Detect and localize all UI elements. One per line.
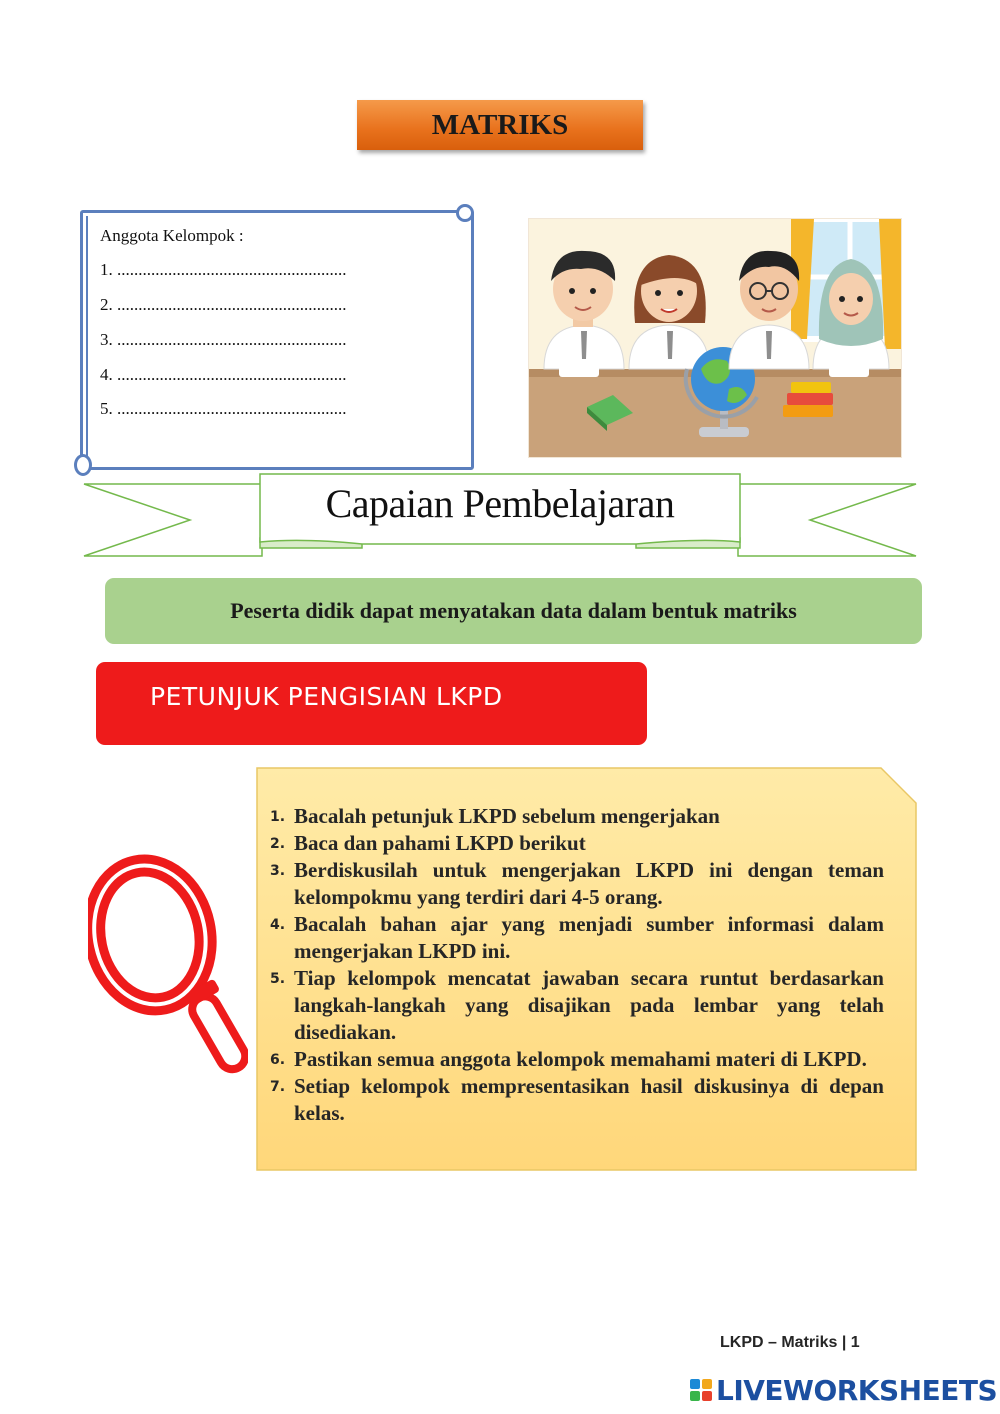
learning-outcome: Peserta didik dapat menyatakan data dalam bentuk matriks [105,578,922,644]
list-item: 3. Berdiskusilah untuk mengerjakan LKPD ini dengan teman kelompokmu yang terdiri dari 4-5 orang. [270,858,884,909]
list-item: 4. Bacalah bahan ajar yang menjadi sumber informasi dalam mengerjakan LKPD ini. [270,912,884,963]
scroll-curl-icon [456,204,474,222]
liveworksheets-logo[interactable] [690,1373,997,1407]
list-item: 7. Setiap kelompok mempresentasikan hasil diskusinya di depan kelas. [270,1074,884,1125]
member-line-3[interactable]: 3. ...................................................... [100,330,347,349]
instructions-heading: PETUNJUK PENGISIAN LKPD [150,682,503,711]
list-item: 6. Pastikan semua anggota kelompok memahami materi di LKPD. [270,1047,867,1071]
member-line-5[interactable]: 5. ...................................................... [100,399,347,418]
member-line-1[interactable]: 1. ...................................................... [100,260,347,279]
list-item: 1. Bacalah petunjuk LKPD sebelum mengerjakan [270,804,720,828]
instructions-list [270,803,884,1127]
brand-name: LIVEWORKSHEETS [716,1373,998,1407]
group-label: Anggota Kelompok : [100,226,244,245]
banner-title: Capaian Pembelajaran [325,480,675,526]
students-illustration [528,218,902,458]
page-footer: LKPD – Matriks | 1 [720,1334,860,1351]
scroll-edge [86,216,88,462]
list-item: 5. Tiap kelompok mencatat jawaban secara runtut berdasarkan langkah-langkah yang disajikan pada lembar yang telah disediakan. [270,966,884,1044]
liveworksheets-icon [690,1379,712,1401]
magnifier-icon [88,852,248,1092]
member-line-2[interactable]: 2. ...................................................... [100,295,347,314]
list-item: 2. Baca dan pahami LKPD berikut [270,831,586,855]
member-line-4[interactable]: 4. ...................................................... [100,365,347,384]
page-title: MATRIKS [357,100,643,150]
instructions-heading-box [96,662,647,745]
